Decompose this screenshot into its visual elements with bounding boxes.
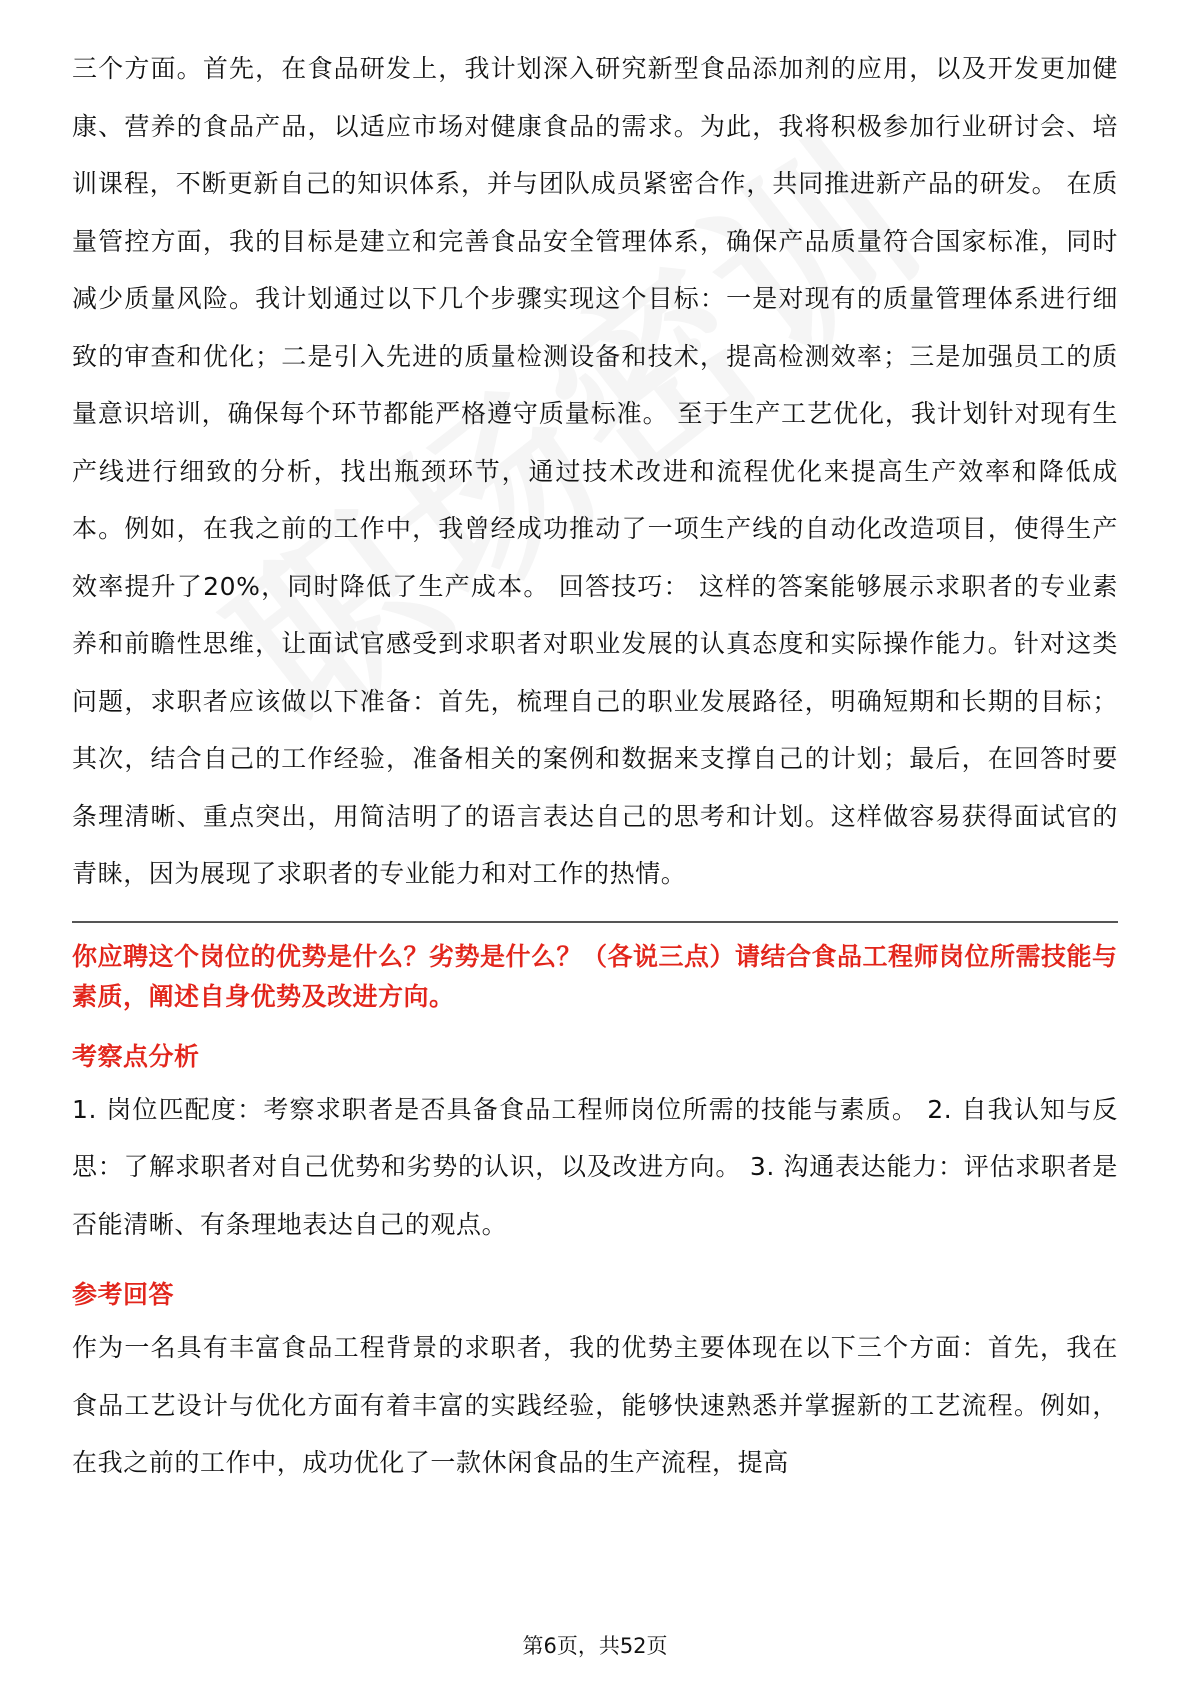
- answer-continuation-paragraph: 三个方面。首先，在食品研发上，我计划深入研究新型食品添加剂的应用，以及开发更加健康、营养的食品产品，以适应市场对健康食品的需求。为此，我将积极参加行业研讨会、培训课程，不断更新自己的知识体系，并与团队成员紧密合作，共同推进新产品的研发。 在质量管控方面，我的目标是建立和完善食品安全管理体系，确保产品质量符合国家标准，同时减少质量风险。我计划通过以下几个步骤实现这个目标：一是对现有的质量管理体系进行细致的审查和优化；二是引入先进的质量检测设备和技术，提高检测效率；三是加强员工的质量意识培训，确保每个环节都能严格遵守质量标准。 至于生产工艺优化，我计划针对现有生产线进行细致的分析，找出瓶颈环节，通过技术改进和流程优化来提高生产效率和降低成本。例如，在我之前的工作中，我曾经成功推动了一项生产线的自动化改造项目，使得生产效率提升了20%，同时降低了生产成本。 回答技巧： 这样的答案能够展示求职者的专业素养和前瞻性思维，让面试官感受到求职者对职业发展的认真态度和实际操作能力。针对这类问题，求职者应该做以下准备：首先，梳理自己的职业发展路径，明确短期和长期的目标；其次，结合自己的工作经验，准备相关的案例和数据来支撑自己的计划；最后，在回答时要条理清晰、重点突出，用简洁明了的语言表达自己的思考和计划。这样做容易获得面试官的青睐，因为展现了求职者的专业能力和对工作的热情。: [72, 54, 1118, 888]
- analysis-text: 1. 岗位匹配度：考察求职者是否具备食品工程师岗位所需的技能与素质。 2. 自我认知与反思：了解求职者对自己优势和劣势的认识，以及改进方向。 3. 沟通表达能力：评估求职者是否能清晰、有条理地表达自己的观点。: [72, 1094, 1118, 1239]
- interview-question: 你应聘这个岗位的优势是什么？劣势是什么？（各说三点）请结合食品工程师岗位所需技能与素质，阐述自身优势及改进方向。: [72, 941, 1118, 1011]
- page-number: 第6页，共52页: [522, 1634, 668, 1658]
- section-divider: [72, 921, 1118, 923]
- reference-answer-text: 作为一名具有丰富食品工程背景的求职者，我的优势主要体现在以下三个方面：首先，我在食品工艺设计与优化方面有着丰富的实践经验，能够快速熟悉并掌握新的工艺流程。例如，在我之前的工作中，成功优化了一款休闲食品的生产流程，提高: [72, 1333, 1118, 1477]
- analysis-heading: 考察点分析: [72, 1041, 200, 1071]
- reference-answer-heading: 参考回答: [72, 1280, 175, 1309]
- page-content: [72, 40, 1118, 1492]
